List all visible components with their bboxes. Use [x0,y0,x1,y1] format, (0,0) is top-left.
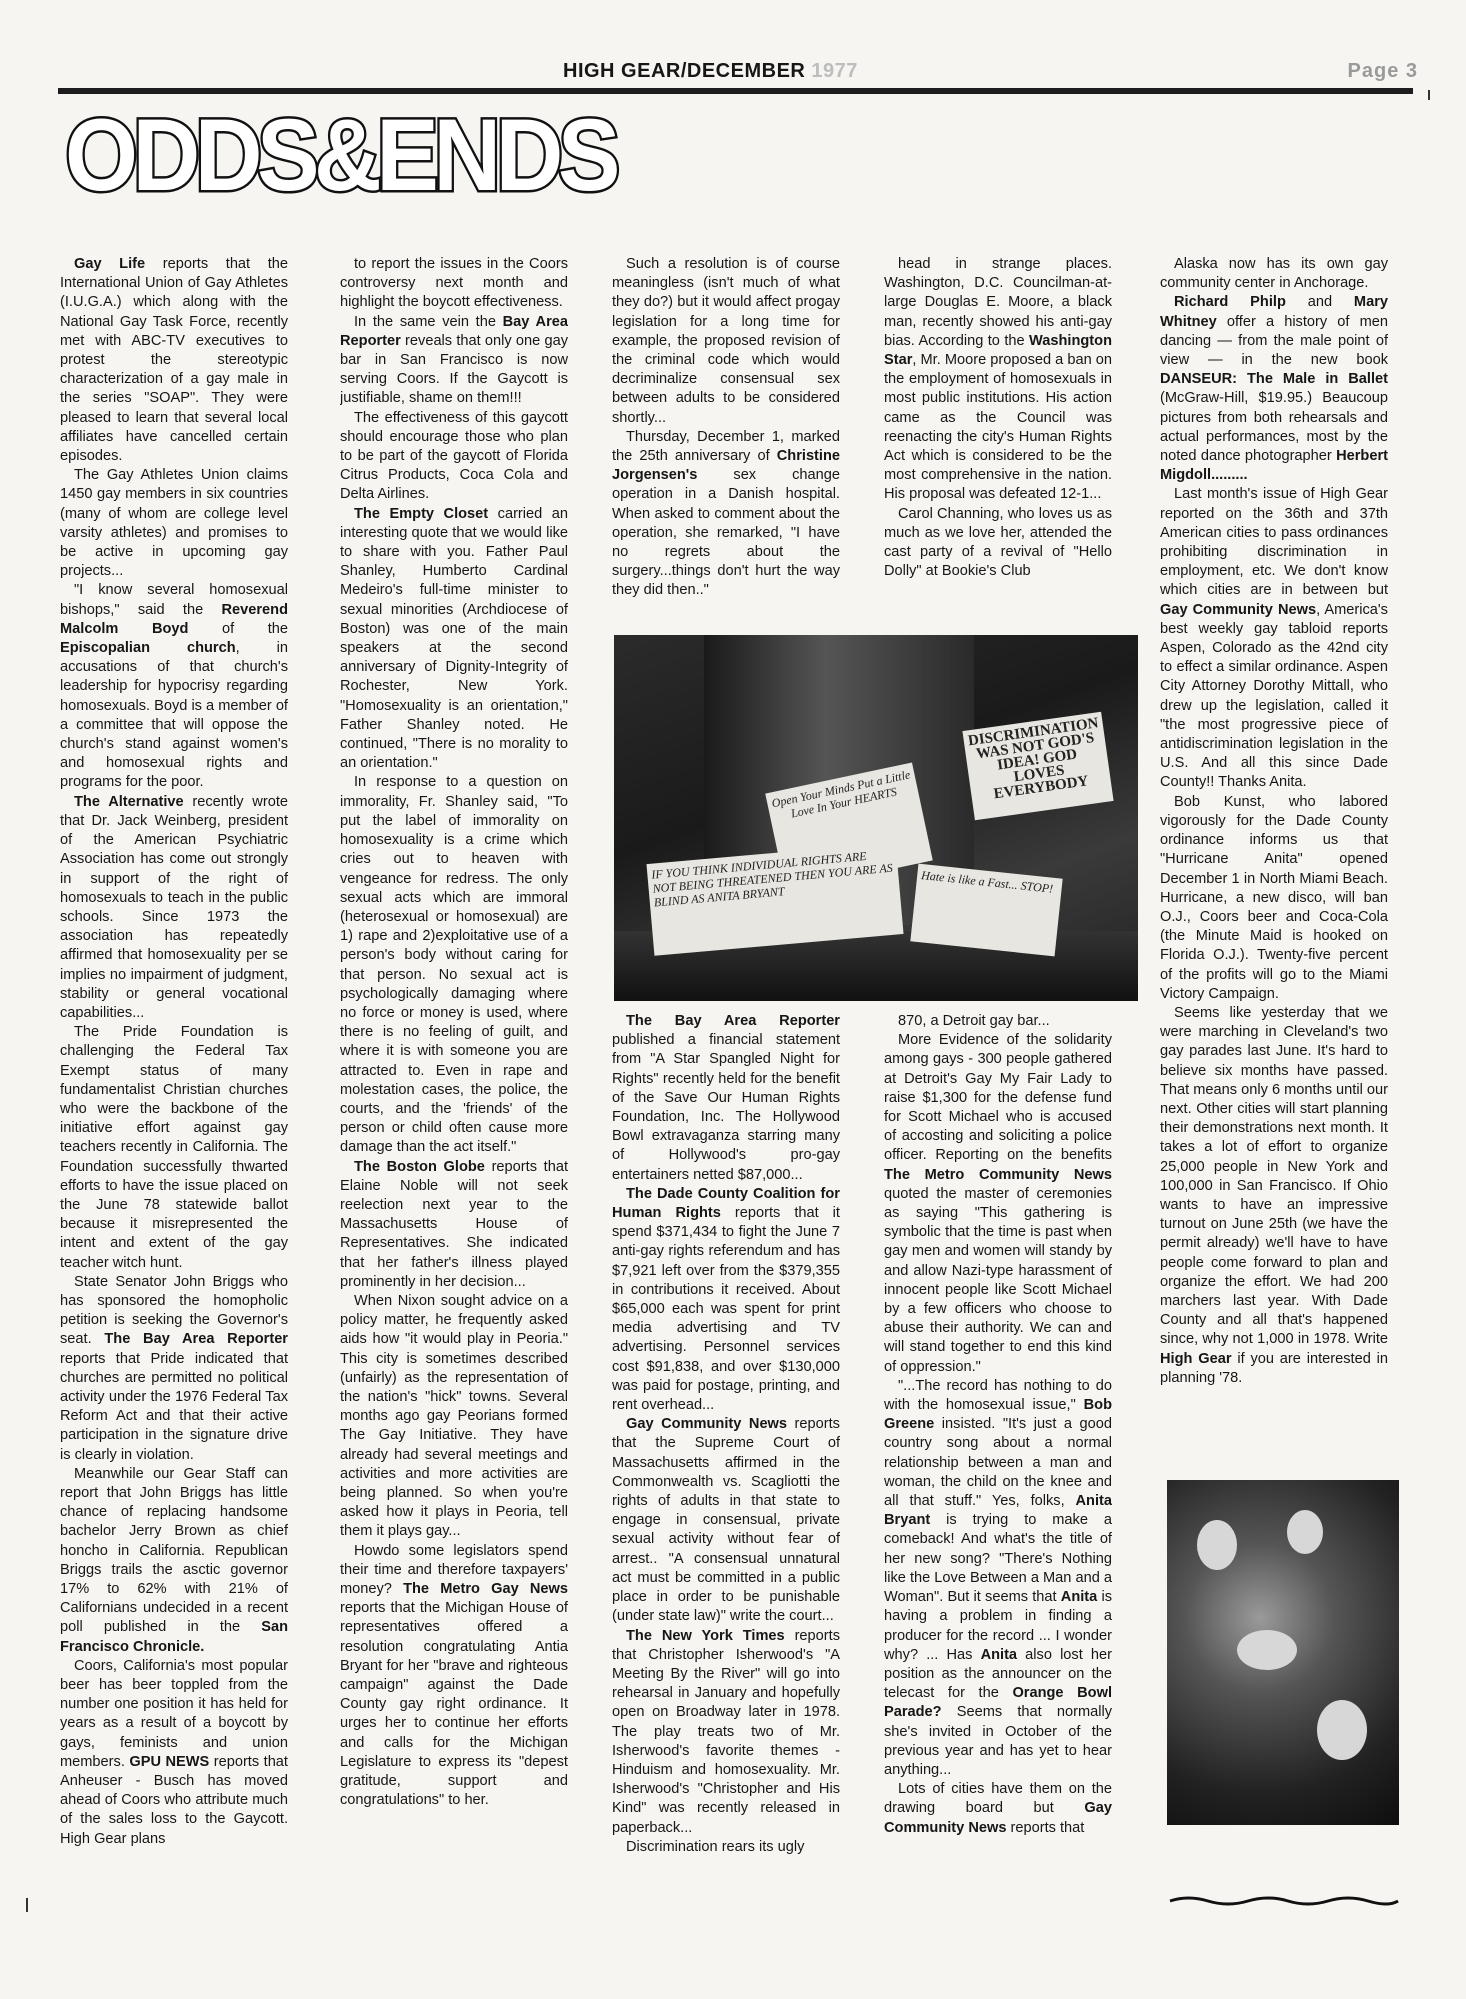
edge-mark [26,1898,28,1912]
bold-source-name: Mary Whitney [1160,294,1388,330]
column-3-upper [612,255,840,601]
bold-source-name: High Gear [1160,1350,1232,1367]
photo-figure [1287,1510,1323,1554]
bold-source-name: Christine Jorgensen's [612,448,840,484]
bold-source-name: Anita [1060,1589,1098,1606]
bold-source-name: Orange Bowl Parade? [884,1685,1112,1721]
publication-title [563,60,858,83]
article-paragraph: The effectiveness of this gaycott should encourage those who plan to be part of the gaycott of Florida Citrus Products, Coca Cola and Delta Airlines. [340,409,568,503]
column-1 [60,255,288,1905]
article-paragraph: The Gay Athletes Union claims 1450 gay members in six countries (many of whom are college level varsity athletes) and promises to be active in upcoming gay projects... [60,467,288,580]
article-paragraph: In the same vein the Bay Area Reporter reveals that only one gay bar in San Francisco is now serving Coors. If the Gaycott is justifiable, shame on them!!! [340,313,568,407]
bold-source-name: Anita [980,1646,1018,1663]
photo-figure [1317,1700,1367,1760]
bold-source-name: Anita Bryant [884,1493,1112,1529]
bold-source-name: Gay Life [74,256,146,272]
article-paragraph: 870, a Detroit gay bar... [898,1013,1050,1029]
article-paragraph: Gay Life reports that the International Union of Gay Athletes (I.U.G.A.) which along with the National Gay Task Force, recently met with ABC-TV executives to protest the stereotypic characterization of a gay male in the series "SOAP". They were pleased to learn that several local affiliates have cancelled certain episodes. [60,256,288,465]
bold-source-name: The New York Times [626,1627,785,1644]
bold-source-name: Gay Community News [884,1800,1112,1836]
article-paragraph: The Pride Foundation is challenging the Federal Tax Exempt status of many fundamentalist Christian churches who were the backbone of the initiative effort against gay teachers recently in California. The Foundation successfully thwarted efforts to have the issue placed on the June 78 statewide ballot because it misrepresented the intent and extent of the gay teacher witch hunt. [60,1024,288,1271]
article-paragraph: head in strange places. Washington, D.C. Councilman-at-large Douglas E. Moore, a black man, recently showed his anti-gay bias. According to the Washington Star, Mr. Moore proposed a ban on the employment of homosexuals in most public institutions. His action came as the Council was reenacting the city's Human Rights Act which is considered to be the most comprehensive in the nation. His proposal was defeated 12-1... [884,256,1112,503]
article-paragraph: Coors, California's most popular beer has beer toppled from the number one position it has held for years as a result of a boycott by gays, feminists and union members. GPU NEWS reports that Anheuser - Busch has moved ahead of Coors who attribute much of the sales loss to the Gaycott. High Gear plans [60,1657,288,1847]
column-4-lower [884,1012,1112,1912]
article-paragraph: Thursday, December 1, marked the 25th anniversary of Christine Jorgensen's sex change operation in a Danish hospital. When asked to comment about the operation, she remarked, "I have no regrets about the surgery...things don't hurt the way they did then.." [612,428,840,599]
bold-source-name: Reverend Malcolm Boyd [60,601,288,637]
publication-year: 1977 [811,60,858,82]
article-paragraph: "...The record has nothing to do with the homosexual issue," Bob Greene insisted. "It's just a good country song about a normal relationship between a man and woman, the child on the knee and all that stuff." Yes, folks, Anita Bryant is trying to make a comeback! And what's the title of her new song? "There's Nothing like the Love Between a Man and a Woman". But it seems that Anita is having a problem in finding a producer for the record ... I wonder why? ... Has Anita also lost her position as the announcer on the telecast for the Orange Bowl Parade? Seems that normally she's invited in October of the previous year and has yet to hear anything... [884,1377,1112,1778]
bold-source-name: The Bay Area Reporter [626,1013,840,1029]
bold-source-name: Herbert Migdoll......... [1160,448,1388,484]
header-rule [58,88,1413,94]
article-paragraph: Discrimination rears its ugly [626,1838,805,1855]
article-paragraph: The Boston Globe reports that Elaine Noble will not seek reelection next year to the Massachusetts House of Representatives. She indicated that her father's illness played prominently in her decision... [340,1158,568,1290]
protest-signs-photo [614,635,1138,1001]
article-paragraph: Alaska now has its own gay community center in Anchorage. [1160,256,1388,292]
article-paragraph: Last month's issue of High Gear reported on the 36th and 37th American cities to pass ordinances prohibiting discrimination in employment, etc. We don't know which cities are in between but Gay Community News, America's best weekly gay tabloid reports Aspen, Colorado as the 42nd city to effect a similar ordinance. Aspen City Attorney Dorothy Mittall, who drew up the legislation, called it "the most progressive piece of antidiscrimination legislation in the U.S. And all this since Dade County!! Thanks Anita. [1160,486,1388,791]
article-paragraph: State Senator John Briggs who has sponsored the homopholic petition is seeking the Governor's seat. The Bay Area Reporter reports that Pride indicated that churches are permitted no political activity under the 1976 Federal Tax Reform Act and that their active participation in the signature drive is clearly in violation. [60,1273,288,1463]
column-2 [340,255,568,1905]
article-paragraph: Carol Channing, who loves us as much as we love her, attended the cast party of a revival of "Hello Dolly" at Bookie's Club [884,505,1112,580]
bold-source-name: Gay Community News [1160,601,1317,618]
article-paragraph: Gay Community News reports that the Supreme Court of Massachusetts affirmed in the Commonwealth vs. Scagliotti the rights of adults in that state to engage in consensual, private sexual activity without fear of arrest.. "A consensual unnatural act must be committed in a public place in order to be punishable (under state law)" write the court... [612,1416,840,1625]
photo-figure [1197,1520,1237,1570]
column-4-upper [884,255,1112,581]
article-paragraph: In response to a question on immorality, Fr. Shanley said, "To put the label of immorality on homosexuality is a crime which cries out to heaven with vengeance for redress. The only sexual acts which are immoral (heterosexual or homosexual) are 1) rape and 2)exploitative use of a person's body without caring for that person. No sexual act is psychologically damaging where no force or money is used, where there is no feeling of guilt, and where it is with someone you are attracted to. Even in rape and molestation cases, the police, the courts, and the 'friends' of the person or child often cause more damage than the act itself." [340,774,568,1156]
bold-source-name: Bob Greene [884,1397,1112,1433]
article-paragraph: Bob Kunst, who labored vigorously for the Dade County ordinance informs us that "Hurricane Anita" opened December 1 in North Miami Beach. Hurricane, a new disco, will ban O.J., Coors beer and Coca-Cola (the Minute Maid is hooked on Florida O.J.). Twenty-five percent of the profits will go to the Miami Victory Campaign. [1160,793,1388,1002]
article-paragraph: "I know several homosexual bishops," said the Reverend Malcolm Boyd of the Episcopalian church, in accusations of that church's leadership for hypocrisy regarding homosexuals. Boyd is a member of a committee that will oppose the church's stand against women's and homosexual rights and programs for the poor. [60,582,288,791]
article-paragraph: The Empty Closet carried an interesting quote that we would like to share with you. Father Paul Shanley, Humberto Cardinal Medeiro's full-time minister to sexual minorities (Archdiocese of Boston) was one of the main speakers at the second anniversary of Dignity-Integrity of Rochester, New York. "Homosexuality is an orientation," Father Shanley noted. He continued, "There is no morality to an orientation." [340,505,568,772]
sign-discrimination: DISCRIMINATION WAS NOT GOD'S IDEA! GOD LOVES EVERYBODY [962,712,1113,821]
article-paragraph: The New York Times reports that Christopher Isherwood's "A Meeting By the River" will go into rehearsal in January and hopefully open on Broadway later in 1978. The play treats two of Mr. Isherwood's favorite themes - Hinduism and homosexuality. Mr. Isherwood's "Christopher and His Kind" was recently released in paperback... [612,1627,840,1836]
article-paragraph: When Nixon sought advice on a policy matter, he frequently asked aids how "it would play in Peoria." This city is sometimes described (unfairly) as the representation of the nation's "hick" towns. Several months ago gay Peorians formed The Gay Initiative. They have already had several meetings and activities and more activities are being planned. So when you're asked how it plays in Peoria, tell them it plays gay... [340,1292,568,1540]
article-paragraph: More Evidence of the solidarity among gays - 300 people gathered at Detroit's Gay My Fair Lady to raise $1,300 for the defense fund for Scott Michael who is accused of accosting and soliciting a police officer. Reporting on the benefits The Metro Community News quoted the master of ceremonies as saying "This gathering is symbolic that the time is past when gay men and women will standy by and allow Nazi-type harassment of innocent people like Scott Michael by a few officers who choose to abuse their authority. We can and will stand together to end this kind of oppression." [884,1032,1112,1375]
bold-source-name: Episcopalian church [60,640,236,657]
decorative-divider [1168,1893,1400,1907]
section-masthead: ODDS&ENDS [65,98,615,212]
article-paragraph: Meanwhile our Gear Staff can report that John Briggs has little chance of replacing handsome bachelor Jerry Brown as chief honcho in California. Republican Briggs trails the asctic governor 17% to 62% with 21% of Californians undecided in a recent poll published in the San Francisco Chronicle. [60,1465,288,1655]
bold-source-name: Bay Area Reporter [340,313,568,349]
publication-name: HIGH GEAR/DECEMBER [563,60,806,82]
bold-source-name: GPU NEWS [129,1753,210,1770]
article-paragraph: Howdo some legislators spend their time and therefore taxpayers' money? The Metro Gay News reports that the Michigan House of representatives offered a resolution congratulating Antia Bryant for her "brave and righteous campaign" against the Dade County gay right ordinance. It urges her to continue her efforts and calls for the Michigan Legislature to express its "depest gratitude, support and congratulations" to her. [340,1542,568,1809]
page-header [58,58,1418,88]
bold-source-name: The Alternative [74,793,184,810]
article-paragraph: Richard Philp and Mary Whitney offer a history of men dancing — from the male point of view — in the new book DANSEUR: The Male in Ballet (McGraw-Hill, $19.95.) Beaucoup pictures from both rehearsals and actual performances, most by the noted dance photographer Herbert Migdoll......... [1160,294,1388,484]
bold-source-name: Washington Star [884,332,1112,369]
sign-open-your-minds: Open Your Minds Put a Little Love In Your HEARTS [765,762,933,891]
bold-source-name: Gay Community News [626,1416,788,1433]
bold-source-name: The Bay Area Reporter [104,1331,288,1348]
bold-source-name: The Dade County Coalition for Human Rights [612,1185,840,1222]
column-3-lower [612,1012,840,1912]
article-paragraph: to report the issues in the Coors controversy next month and highlight the boycott effectiveness. [340,256,568,311]
sign-hate: Hate is like a Fast... STOP! [910,864,1062,957]
article-paragraph: Such a resolution is of course meaningless (isn't much of what they do?) but it would affect progay legislation for a long time for example, the proposed revision of the criminal code which would decriminalize consensual sex between adults to be considered shortly... [612,256,840,426]
edge-mark [1428,90,1430,100]
sign-individual-rights: IF YOU THINK INDIVIDUAL RIGHTS ARE NOT BEING THREATENED THEN YOU ARE AS BLIND AS ANITA BRYANT [646,842,903,955]
bold-source-name: The Metro Community News [884,1166,1112,1183]
parade-photo [1167,1480,1399,1825]
article-paragraph: The Dade County Coalition for Human Rights reports that it spend $371,434 to fight the June 7 anti-gay rights referendum and has $7,921 left over from the $379,355 in contributions it received. About $65,000 each was spent for print media advertising and TV advertising. Personnel services cost $91,838, and over $130,000 was paid for postage, printing, and rent overhead... [612,1185,840,1414]
photo-figure [1237,1630,1297,1670]
article-paragraph: The Alternative recently wrote that Dr. Jack Weinberg, president of the American Psychiatric Association has come out strongly in support of the right of homosexuals to teach in the public schools. Since 1973 the association has repeatedly affirmed that homosexuality per se implies no impairment of judgment, stability or general vocational capabilities... [60,793,288,1021]
bold-source-name: Richard Philp [1174,294,1286,311]
article-paragraph: The Bay Area Reporter published a financial statement from "A Star Spangled Night for Rights" recently held for the benefit of the Save Our Human Rights Foundation, Inc. The Hollywood Bowl extravaganza starring many of Hollywood's pro-gay entertainers netted $87,000... [612,1013,840,1183]
page-number: Page 3 [1347,60,1418,82]
bold-source-name: San Francisco Chronicle. [60,1619,288,1655]
article-paragraph: Lots of cities have them on the drawing board but Gay Community News reports that [884,1781,1112,1836]
bold-source-name: DANSEUR: The Male in Ballet [1160,371,1388,388]
bold-source-name: The Boston Globe [354,1158,485,1175]
bold-source-name: The Empty Closet [354,505,489,522]
bold-source-name: The Metro Gay News [403,1581,568,1598]
article-paragraph: Seems like yesterday that we were marching in Cleveland's two gay parades last June. It's hard to believe six months have passed. That means only 6 months until our next. Other cities will start planning their demonstrations next month. It takes a lot of effort to organize 25,000 people in New York and 100,000 in San Francisco. If Ohio wants to have an impressive turnout on June 25th (we have the permit already) we'll have to have people come forward to plan and organize the effort. We had 200 marchers last year. With Dade County and all that's happened since, why not 1,000 in 1978. Write High Gear if you are interested in planning '78. [1160,1004,1388,1386]
